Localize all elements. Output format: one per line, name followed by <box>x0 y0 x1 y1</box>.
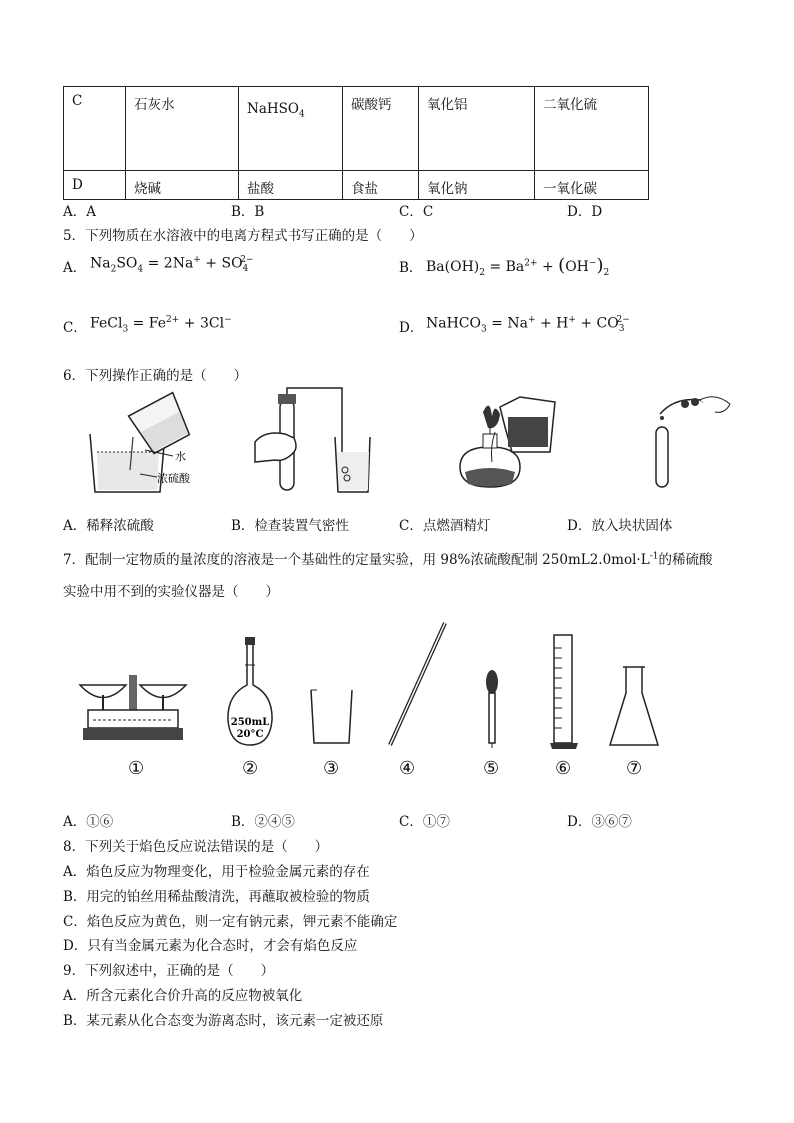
table-cell: 氧化铝 <box>419 87 535 171</box>
erlenmeyer-flask-illustration <box>608 665 660 750</box>
instrument-number: ① <box>128 758 145 779</box>
q4-option-b: B．B <box>231 204 265 220</box>
flask-temp-label: 20°C <box>236 729 264 740</box>
instrument-number: ⑦ <box>626 758 643 779</box>
q9-option-b: B．某元素从化合态变为游离态时，该元素一定被还原 <box>63 1013 384 1029</box>
table-cell: 食盐 <box>343 171 419 200</box>
q7-stem-line2: 实验中用不到的实验仪器是（ ） <box>63 584 279 600</box>
table-cell: 烧碱 <box>126 171 239 200</box>
substance-table <box>63 86 649 200</box>
q8-option-d: D．只有当金属元素为化合态时，才会有焰色反应 <box>63 938 358 954</box>
table-cell: 一氧化碳 <box>535 171 649 200</box>
volumetric-flask-illustration <box>225 635 280 750</box>
q5-option-a-label: A． <box>63 260 87 276</box>
table-cell: 石灰水 <box>126 87 239 171</box>
q4-option-d: D．D <box>567 204 603 220</box>
table-cell: C <box>64 87 126 171</box>
dilution-illustration <box>85 392 215 502</box>
q6-stem: 6．下列操作正确的是（ ） <box>63 368 248 384</box>
table-cell: D <box>64 171 126 200</box>
table-row <box>64 171 649 200</box>
beaker-illustration <box>309 688 354 748</box>
q8-option-b: B．用完的铂丝用稀盐酸清洗，再蘸取被检验的物质 <box>63 889 370 905</box>
airtightness-illustration <box>250 392 370 497</box>
water-label: 水 <box>175 450 186 463</box>
table-cell: 盐酸 <box>239 171 343 200</box>
q8-option-c: C．焰色反应为黄色，则一定有钠元素，钾元素不能确定 <box>63 914 398 930</box>
instrument-number: ③ <box>323 758 340 779</box>
table-cell <box>239 87 343 171</box>
q8-option-a: A．焰色反应为物理变化，用于检验金属元素的存在 <box>63 864 370 880</box>
instrument-number: ⑥ <box>555 758 572 779</box>
q5-option-d-formula: NaHCO$_3$ = $Na^+ + H^+ + CO_3^{2-}$ <box>426 315 630 335</box>
q7-stem-line1: 7．配制一定物质的量浓度的溶液是一个基础性的定量实验，用 98%浓硫酸配制 $250mL2.0mol\cdot L^{-1}$的稀硫酸 <box>63 551 713 568</box>
sulfuric-acid-label: 浓硫酸 <box>157 472 190 485</box>
balance-illustration <box>78 660 188 750</box>
table-cell: 碳酸钙 <box>343 87 419 171</box>
flask-volume-label: 250mL <box>230 717 270 728</box>
q9-option-a: A．所含元素化合价升高的反应物被氧化 <box>63 988 303 1004</box>
q7-option-c: C．①⑦ <box>399 814 450 830</box>
dropper-illustration <box>480 668 504 750</box>
nahso4-formula: NaHSO$_4$ <box>247 101 305 120</box>
q7-option-a: A．①⑥ <box>63 814 114 830</box>
table-row <box>64 87 649 171</box>
q9-stem: 9．下列叙述中，正确的是（ ） <box>63 963 275 979</box>
q5-option-d-label: D． <box>399 320 424 336</box>
q6-option-c: C．点燃酒精灯 <box>399 518 491 534</box>
q7-option-b: B．②④⑤ <box>231 814 295 830</box>
q5-stem: 5．下列物质在水溶液中的电离方程式书写正确的是（ ） <box>63 228 423 244</box>
q5-option-c-label: C． <box>63 320 87 336</box>
instrument-number: ⑤ <box>483 758 500 779</box>
q5-option-a-formula: $Na_2SO_4 = 2Na^+ + SO_4^{2-}$ <box>90 255 254 275</box>
table-cell: 氧化钠 <box>419 171 535 200</box>
q4-option-a: A．A <box>63 204 96 220</box>
q5-option-c-formula: FeCl$_3$ = $Fe^{2+} + 3Cl^-$ <box>90 315 232 335</box>
q6-option-b: B．检查装置气密性 <box>231 518 349 534</box>
test-tube-illustration <box>630 392 740 497</box>
q4-option-c: C．C <box>399 204 434 220</box>
q5-option-b-label: B． <box>399 260 423 276</box>
q6-option-d: D．放入块状固体 <box>567 518 673 534</box>
glass-rod-illustration <box>385 620 455 750</box>
q6-option-a: A．稀释浓硫酸 <box>63 518 154 534</box>
instrument-number: ② <box>242 758 259 779</box>
q8-stem: 8．下列关于焰色反应说法错误的是（ ） <box>63 839 329 855</box>
q5-option-b-formula: $Ba(OH)_2 = Ba^{2+} + (OH^-)_2$ <box>426 255 610 278</box>
alcohol-lamp-illustration <box>450 392 560 497</box>
q7-option-d: D．③⑥⑦ <box>567 814 632 830</box>
instrument-number: ④ <box>399 758 416 779</box>
table-cell: 二氧化硫 <box>535 87 649 171</box>
graduated-cylinder-illustration <box>550 633 580 751</box>
